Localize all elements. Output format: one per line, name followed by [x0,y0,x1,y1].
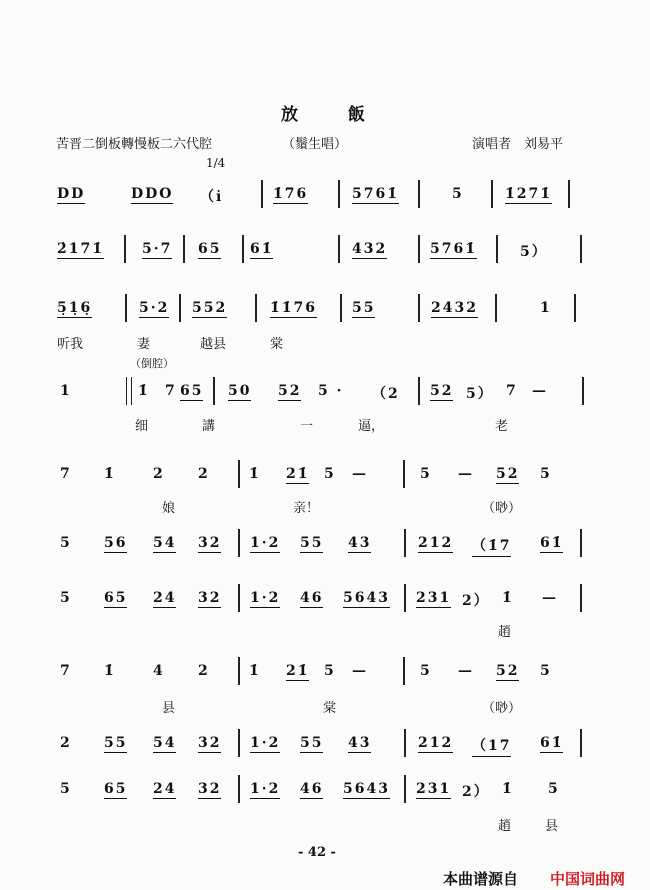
barline [404,775,406,803]
lyric: 趙 [498,625,512,640]
note-group: 2 [153,466,165,482]
barline [404,584,406,612]
note-group: 1̇ [104,663,116,679]
note-group: 54 [153,735,177,751]
note-group: 5643 [343,781,390,797]
note-group: 1·2 [250,590,281,606]
lyric: 越县 [200,337,227,352]
note-group: 7 [165,383,177,399]
note-group: 5 [420,663,432,679]
note-group: 5 [548,781,560,797]
lyric: 講 [202,419,216,434]
note-group: 5·2 [139,300,170,316]
barline [255,294,257,322]
note-group: 5 [324,466,336,482]
note-group: 1̇ [104,466,116,482]
note-group: 231 [416,590,452,606]
note-group: 5） [520,244,548,260]
barline [238,729,240,757]
song-title: 放 飯 [281,105,387,125]
note-group: 1̇ [502,590,514,606]
note-group: 2） [462,784,490,800]
note-group: 2 [60,735,72,751]
note-group: 5 · [318,383,344,399]
note-group: 21̇ [286,466,310,482]
barline [403,460,405,488]
note-group: 212 [418,535,454,551]
note-group: 5 [60,781,72,797]
note-group: — [532,383,548,399]
barline [580,729,582,757]
note-group: 5761̇ [430,241,477,257]
note-group: 2432 [431,300,478,316]
note-group: 5761̇ [352,186,399,202]
lyric: 细 [135,419,149,434]
lyric: 一 [300,419,314,434]
barline [580,584,582,612]
lyric: 听我 [57,337,84,352]
note-group: 212 [418,735,454,751]
note-group: — [458,466,474,482]
note-group: 5 [540,466,552,482]
note-group: 21̇ [286,663,310,679]
note-group: （2 [372,386,400,402]
lyric: 老 [495,419,509,434]
note-group: 52 [278,383,302,399]
note-group: 55 [352,300,376,316]
note-group: 52 [496,466,520,482]
barline [179,294,181,322]
note-group: 65 [180,383,204,399]
barline [340,294,342,322]
barline [403,657,405,685]
note-group: 552 [192,300,228,316]
note-group: 55 [300,535,324,551]
lyric: 县 [545,819,559,834]
note-group: 5 [60,535,72,551]
tune-type: 苦晋二倒板轉慢板二六代腔 [56,137,213,152]
barline [338,235,340,263]
note-group: 4 [153,663,165,679]
note-group: 61̇ [540,735,564,751]
barline [418,180,420,208]
barline [491,180,493,208]
note-group: 65 [198,241,222,257]
lyric: 棠 [323,701,337,716]
note-group: 1̇ [502,781,514,797]
note-group: 61̇ [540,535,564,551]
note-group: — [542,590,558,606]
note-group: 1·2 [250,535,281,551]
lyric: （唦） [482,501,522,516]
barline [582,377,584,405]
note-group: 5̣1̣6̣ [57,300,93,316]
barline [261,180,263,208]
note-group: 432 [352,241,388,257]
lyric: 妻 [137,337,151,352]
note-group: 5 [324,663,336,679]
watermark-site: 中国词曲网 [550,870,626,888]
note-group: 231 [416,781,452,797]
barline [574,294,576,322]
note-group: 55 [300,735,324,751]
note-group: 7 [506,383,518,399]
note-group: 1̇76 [273,186,309,202]
time-signature: 1/4 [206,156,226,170]
barline [418,377,420,405]
note-group: 5 [420,466,432,482]
note-group: 5 [452,186,464,202]
note-group: 2̇171̇ [57,241,104,257]
lyric: 亲！ [293,501,320,516]
note-group: 1 [60,383,72,399]
note-group: 1̇ [138,383,150,399]
note-group: 5·7 [142,241,173,257]
barline [404,529,406,557]
barline [213,377,215,405]
note-group: 56 [104,535,128,551]
performer: 演唱者 刘易平 [472,137,564,152]
note-group: 1·2 [250,781,281,797]
note-group: 52 [430,383,454,399]
note-group: DDO [131,186,174,202]
note-group: 1̇ [249,663,261,679]
note-group: 1̇1̇76 [270,300,317,316]
lyric: （唦） [482,701,522,716]
note-group: 32 [198,535,222,551]
lyric: 娘 [162,501,176,516]
note-group: — [352,466,368,482]
note-group: 43 [348,735,372,751]
note-group: — [352,663,368,679]
barline [124,235,126,263]
note-group: 2 [198,466,210,482]
barline [238,657,240,685]
barline [238,775,240,803]
note-group: （1̇7 [472,535,511,557]
barline [495,294,497,322]
note-group: 5 [60,590,72,606]
barline [238,460,240,488]
barline [338,180,340,208]
lyric: 趙 [498,819,512,834]
note-group: 24 [153,590,177,606]
barline [568,180,570,208]
annotation: （倒腔） [130,357,174,370]
barline [496,235,498,263]
note-group: 54 [153,535,177,551]
barline [126,377,132,405]
note-group: 65 [104,590,128,606]
note-group: — [458,663,474,679]
note-group: 24 [153,781,177,797]
barline [242,235,244,263]
note-group: 61̇ [250,241,274,257]
note-group: 7 [60,663,72,679]
note-group: （17 [472,735,511,757]
note-group: 2 [198,663,210,679]
watermark-source: 本曲谱源自 [443,870,519,888]
note-group: 7 [60,466,72,482]
note-group: 46 [300,590,324,606]
note-group: 5） [466,386,494,402]
barline [580,529,582,557]
note-group: 43 [348,535,372,551]
barline [580,235,582,263]
barline [125,294,127,322]
note-group: 1·2 [250,735,281,751]
note-group: 1 [540,300,552,316]
barline [418,294,420,322]
page-number: - 42 - [298,845,336,860]
note-group: 2） [462,593,490,609]
note-group: 46 [300,781,324,797]
barline [238,584,240,612]
note-group: 50 [228,383,252,399]
note-group: 65 [104,781,128,797]
note-group: 32 [198,781,222,797]
barline [183,235,185,263]
lyric: 棠 [270,337,284,352]
barline [418,235,420,263]
lyric: 逼， [358,419,385,434]
note-group: 52 [496,663,520,679]
note-group: 1̇271̇ [505,186,552,202]
note-group: DD [57,186,86,202]
barline [404,729,406,757]
note-group: （i̇ [200,189,224,205]
note-group: 32 [198,735,222,751]
note-group: 5 [540,663,552,679]
note-group: 1̇ [249,466,261,482]
note-group: 55 [104,735,128,751]
note-group: 5643 [343,590,390,606]
lyric: 县 [162,701,176,716]
barline [238,529,240,557]
voice-role: （鬚生唱） [282,137,348,152]
note-group: 32 [198,590,222,606]
